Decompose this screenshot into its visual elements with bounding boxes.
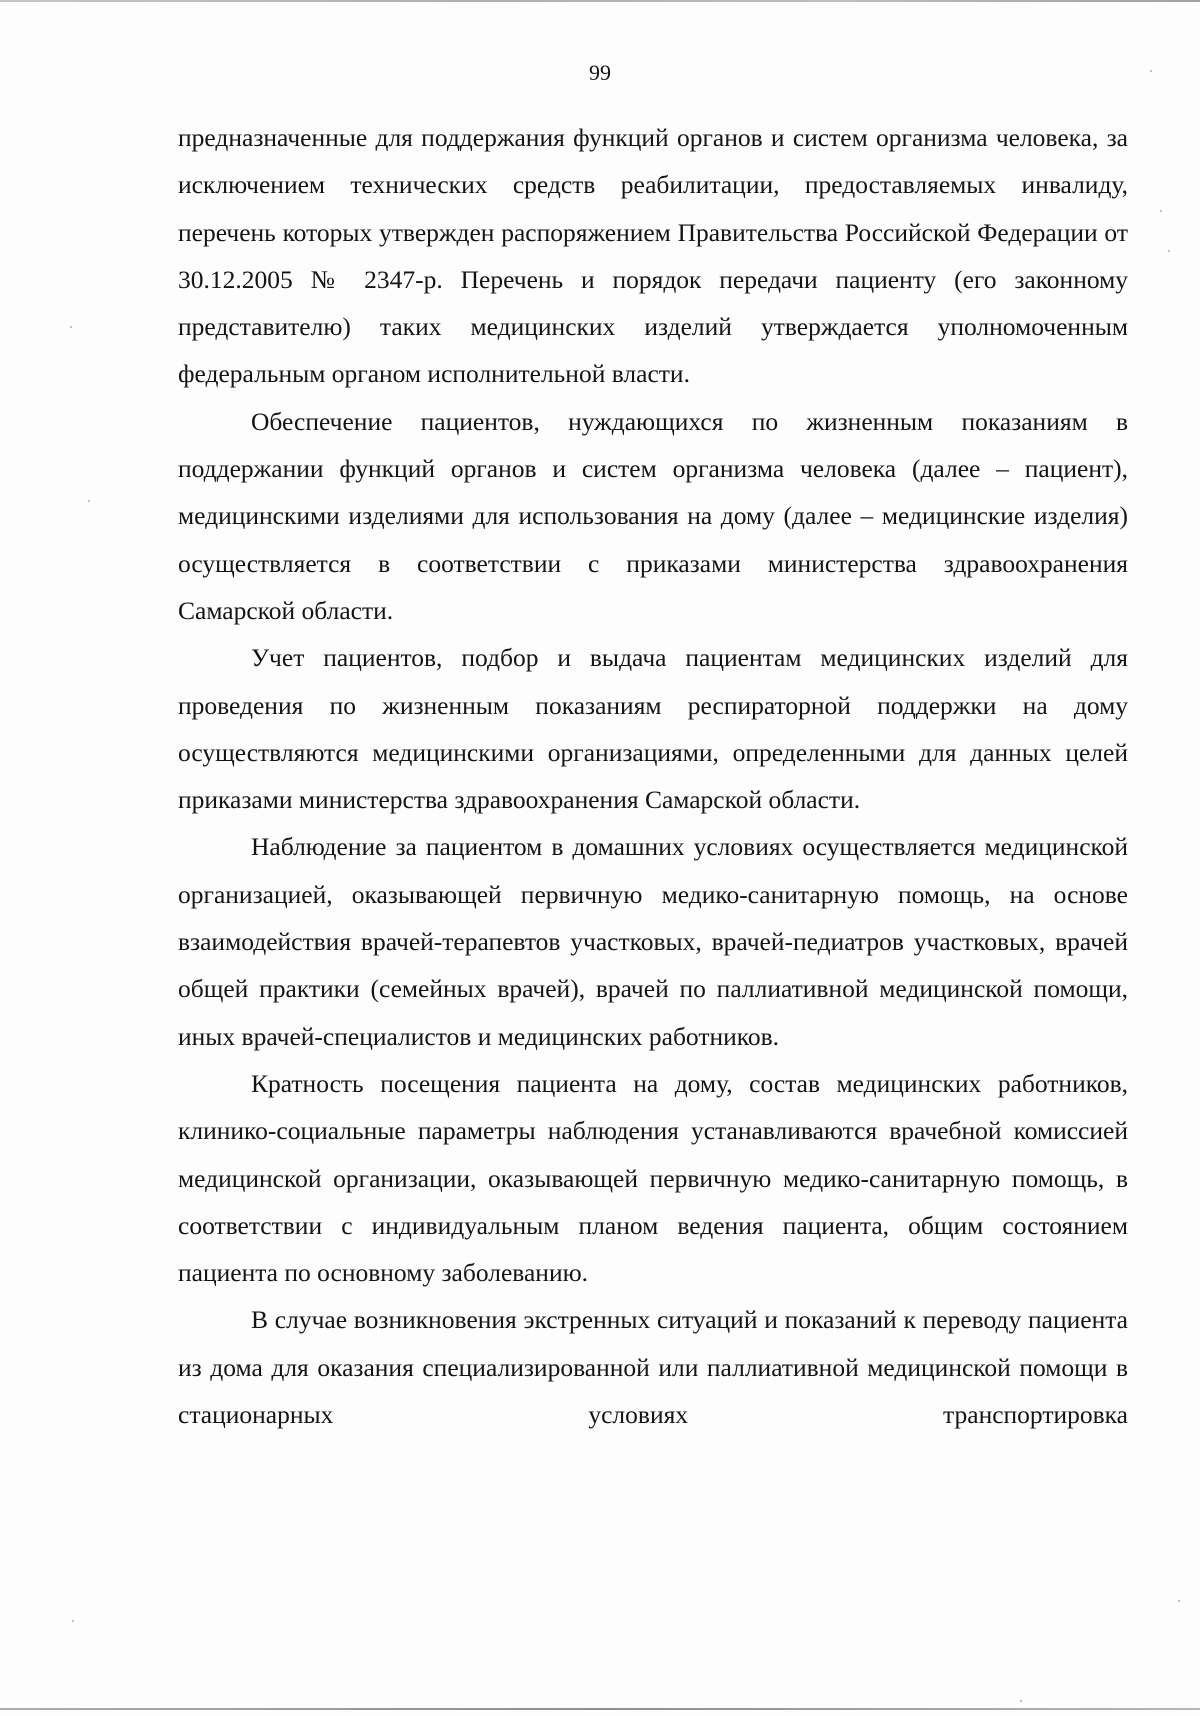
scan-speck <box>72 1620 74 1622</box>
paragraph: Учет пациентов, подбор и выдача пациентам медицинских изделий для проведения по жизненным показаниям респираторной поддержки на дому осуществляются медицинскими организациями, определенными для данных целей приказами министерства здравоохранения Самарской области. <box>178 643 1128 815</box>
paragraph: В случае возникновения экстренных ситуаций и показаний к переводу пациента из дома для оказания специализированной или паллиативной медицинской помощи в стационарных условиях транспортировка <box>178 1305 1128 1430</box>
scan-speck <box>1160 210 1162 212</box>
paragraph: предназначенные для поддержания функций органов и систем организма человека, за исключением технических средств реабилитации, предоставляемых инвалиду, перечень которых утвержден распоряжением Правительства Российской Федерации от 30.12.2005 № 2347-р. Перечень и порядок передачи пациенту (его законному представителю) таких медицинских изделий утверждается уполномоченным федеральным органом исполнительной власти. <box>178 123 1128 389</box>
page-number: 99 <box>589 60 611 85</box>
scan-edge-top <box>0 0 1200 2</box>
paragraph: Кратность посещения пациента на дому, состав медицинских работников, клинико-социальные параметры наблюдения устанавливаются врачебной комиссией медицинской организации, оказывающей первичную медико-санитарную помощь, в соответствии с индивидуальным планом ведения пациента, общим состоянием пациента по основному заболеванию. <box>178 1068 1128 1288</box>
paragraph: Обеспечение пациентов, нуждающихся по жизненным показаниям в поддержании функций органов и систем организма человека (далее – пациент), медицинскими изделиями для использования на дому (далее – медицинские изделия) осуществляется в соответствии с приказами министерства здравоохранения Самарской области. <box>178 406 1128 625</box>
scan-speck <box>1168 250 1170 252</box>
scan-edge-bottom <box>0 1708 1200 1710</box>
scan-speck <box>70 326 72 328</box>
scan-speck <box>88 500 90 502</box>
scan-speck <box>1020 1700 1022 1702</box>
scan-speck <box>1178 1600 1180 1602</box>
body-text <box>178 114 1128 1438</box>
paragraph: Наблюдение за пациентом в домашних условиях осуществляется медицинской организацией, оказывающей первичную медико-санитарную помощь, на основе взаимодействия врачей-терапевтов участковых, врачей-педиатров участковых, врачей общей практики (семейных врачей), врачей по паллиативной медицинской помощи, иных врачей-специалистов и медицинских работников. <box>178 832 1128 1051</box>
